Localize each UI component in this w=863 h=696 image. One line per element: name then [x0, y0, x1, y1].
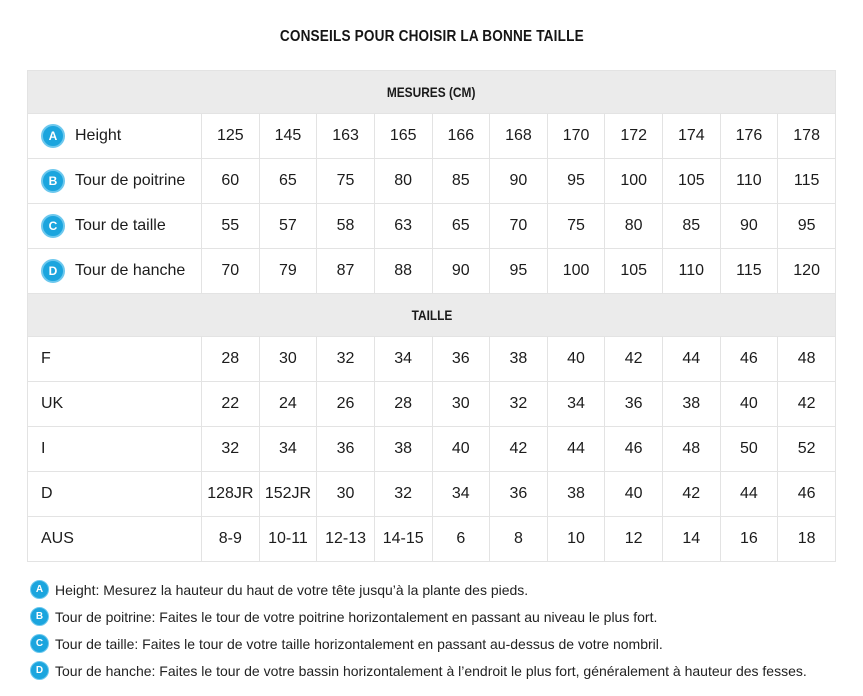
table-cell: 28 [202, 337, 260, 382]
table-cell: 12 [605, 517, 663, 562]
table-cell: 80 [605, 204, 663, 249]
table-cell: 75 [547, 204, 605, 249]
row-header-height [28, 114, 202, 159]
table-cell: 128JR [202, 472, 260, 517]
table-cell: 24 [259, 382, 317, 427]
table-cell: 42 [605, 337, 663, 382]
table-cell: 60 [202, 159, 260, 204]
footnote-badge-c: C [30, 634, 49, 653]
row-header-taille [28, 204, 202, 249]
table-cell: 40 [547, 337, 605, 382]
table-cell: 12-13 [317, 517, 375, 562]
table-cell: 145 [259, 114, 317, 159]
row-header-hanche [28, 249, 202, 294]
table-cell: 90 [720, 204, 778, 249]
footnote-badge-b: B [30, 607, 49, 626]
table-cell: 48 [663, 427, 721, 472]
footnote-text: Tour de taille: Faites le tour de votre taille horizontalement en passant au-dessus de votre nombril. [55, 635, 663, 652]
footnote-height [30, 576, 863, 603]
table-cell: 32 [374, 472, 432, 517]
table-row-d [28, 472, 836, 517]
table-cell: 22 [202, 382, 260, 427]
row-header-poitrine [28, 159, 202, 204]
table-cell: 30 [317, 472, 375, 517]
row-label-f: F [41, 349, 51, 367]
row-header-i [28, 427, 202, 472]
table-cell: 32 [490, 382, 548, 427]
section-header-mesures-label: MESURES (CM) [387, 84, 476, 100]
table-cell: 95 [490, 249, 548, 294]
table-cell: 8-9 [202, 517, 260, 562]
table-cell: 90 [432, 249, 490, 294]
table-cell: 34 [374, 337, 432, 382]
table-cell: 44 [663, 337, 721, 382]
measure-badge-d: D [41, 259, 65, 283]
table-cell: 38 [547, 472, 605, 517]
footnote-text: Height: Mesurez la hauteur du haut de votre tête jusqu’à la plante des pieds. [55, 581, 529, 598]
table-cell: 95 [547, 159, 605, 204]
row-label-taille: Tour de taille [75, 217, 166, 234]
table-cell: 152JR [259, 472, 317, 517]
row-header-f [28, 337, 202, 382]
table-cell: 176 [720, 114, 778, 159]
measure-badge-b: B [41, 169, 65, 193]
table-cell: 80 [374, 159, 432, 204]
table-row-height [28, 114, 836, 159]
table-cell: 170 [547, 114, 605, 159]
footnote-badge-d: D [30, 661, 49, 680]
table-row-uk [28, 382, 836, 427]
table-cell: 6 [432, 517, 490, 562]
footnotes [0, 576, 863, 684]
table-cell: 40 [605, 472, 663, 517]
table-cell: 36 [317, 427, 375, 472]
table-cell: 75 [317, 159, 375, 204]
table-cell: 52 [778, 427, 836, 472]
measure-badge-c: C [41, 214, 65, 238]
row-header-aus [28, 517, 202, 562]
table-cell: 79 [259, 249, 317, 294]
row-label-height: Height [75, 127, 122, 144]
table-cell: 36 [432, 337, 490, 382]
table-cell: 10 [547, 517, 605, 562]
table-cell: 34 [259, 427, 317, 472]
table-row-aus [28, 517, 836, 562]
table-cell: 85 [663, 204, 721, 249]
table-cell: 105 [663, 159, 721, 204]
table-cell: 32 [202, 427, 260, 472]
row-header-d [28, 472, 202, 517]
table-cell: 115 [720, 249, 778, 294]
table-cell: 44 [547, 427, 605, 472]
table-cell: 174 [663, 114, 721, 159]
table-cell: 40 [432, 427, 490, 472]
table-cell: 40 [720, 382, 778, 427]
table-cell: 10-11 [259, 517, 317, 562]
table-cell: 30 [432, 382, 490, 427]
row-label-i: I [41, 439, 46, 457]
table-row-taille [28, 204, 836, 249]
table-row-f [28, 337, 836, 382]
table-row-hanche [28, 249, 836, 294]
table-cell: 70 [202, 249, 260, 294]
table-cell: 30 [259, 337, 317, 382]
row-label-hanche: Tour de hanche [75, 262, 186, 279]
page-title-text: CONSEILS POUR CHOISIR LA BONNE TAILLE [279, 28, 584, 45]
measure-badge-a: A [41, 124, 65, 148]
row-label-aus: AUS [41, 529, 74, 547]
table-cell: 70 [490, 204, 548, 249]
table-cell: 65 [432, 204, 490, 249]
table-cell: 14 [663, 517, 721, 562]
table-cell: 36 [605, 382, 663, 427]
page-title [0, 28, 863, 46]
size-guide-table [27, 70, 836, 562]
table-cell: 42 [778, 382, 836, 427]
table-cell: 28 [374, 382, 432, 427]
table-cell: 44 [720, 472, 778, 517]
table-cell: 178 [778, 114, 836, 159]
table-cell: 46 [605, 427, 663, 472]
table-cell: 42 [663, 472, 721, 517]
table-cell: 125 [202, 114, 260, 159]
footnote-text: Tour de hanche: Faites le tour de votre bassin horizontalement à l’endroit le plus fort, généralement à hauteur des fesses. [55, 662, 807, 679]
table-cell: 166 [432, 114, 490, 159]
table-cell: 100 [605, 159, 663, 204]
table-cell: 38 [374, 427, 432, 472]
table-cell: 85 [432, 159, 490, 204]
table-cell: 46 [778, 472, 836, 517]
table-cell: 34 [547, 382, 605, 427]
footnote-hanche [30, 657, 863, 684]
table-cell: 88 [374, 249, 432, 294]
table-cell: 165 [374, 114, 432, 159]
table-cell: 55 [202, 204, 260, 249]
table-cell: 38 [663, 382, 721, 427]
table-cell: 110 [663, 249, 721, 294]
row-label-uk: UK [41, 394, 64, 412]
table-cell: 50 [720, 427, 778, 472]
row-label-d: D [41, 484, 53, 502]
table-cell: 172 [605, 114, 663, 159]
table-cell: 87 [317, 249, 375, 294]
table-row-i [28, 427, 836, 472]
table-cell: 42 [490, 427, 548, 472]
footnote-poitrine [30, 603, 863, 630]
row-label-poitrine: Tour de poitrine [75, 172, 186, 189]
footnote-badge-a: A [30, 580, 49, 599]
table-cell: 57 [259, 204, 317, 249]
table-cell: 100 [547, 249, 605, 294]
table-cell: 90 [490, 159, 548, 204]
section-header-taille-label: TAILLE [411, 307, 452, 323]
table-cell: 26 [317, 382, 375, 427]
table-cell: 95 [778, 204, 836, 249]
table-cell: 110 [720, 159, 778, 204]
table-cell: 8 [490, 517, 548, 562]
row-header-uk [28, 382, 202, 427]
table-cell: 163 [317, 114, 375, 159]
footnote-text: Tour de poitrine: Faites le tour de votre poitrine horizontalement en passant au niveau le plus fort. [55, 608, 658, 625]
table-cell: 120 [778, 249, 836, 294]
footnote-taille [30, 630, 863, 657]
section-header-taille [28, 294, 836, 337]
table-cell: 63 [374, 204, 432, 249]
table-cell: 34 [432, 472, 490, 517]
table-cell: 58 [317, 204, 375, 249]
table-cell: 38 [490, 337, 548, 382]
table-cell: 32 [317, 337, 375, 382]
table-cell: 36 [490, 472, 548, 517]
table-cell: 65 [259, 159, 317, 204]
table-cell: 46 [720, 337, 778, 382]
table-cell: 48 [778, 337, 836, 382]
table-cell: 105 [605, 249, 663, 294]
table-row-poitrine [28, 159, 836, 204]
table-cell: 16 [720, 517, 778, 562]
section-header-mesures [28, 71, 836, 114]
table-cell: 168 [490, 114, 548, 159]
table-cell: 14-15 [374, 517, 432, 562]
table-cell: 18 [778, 517, 836, 562]
table-cell: 115 [778, 159, 836, 204]
